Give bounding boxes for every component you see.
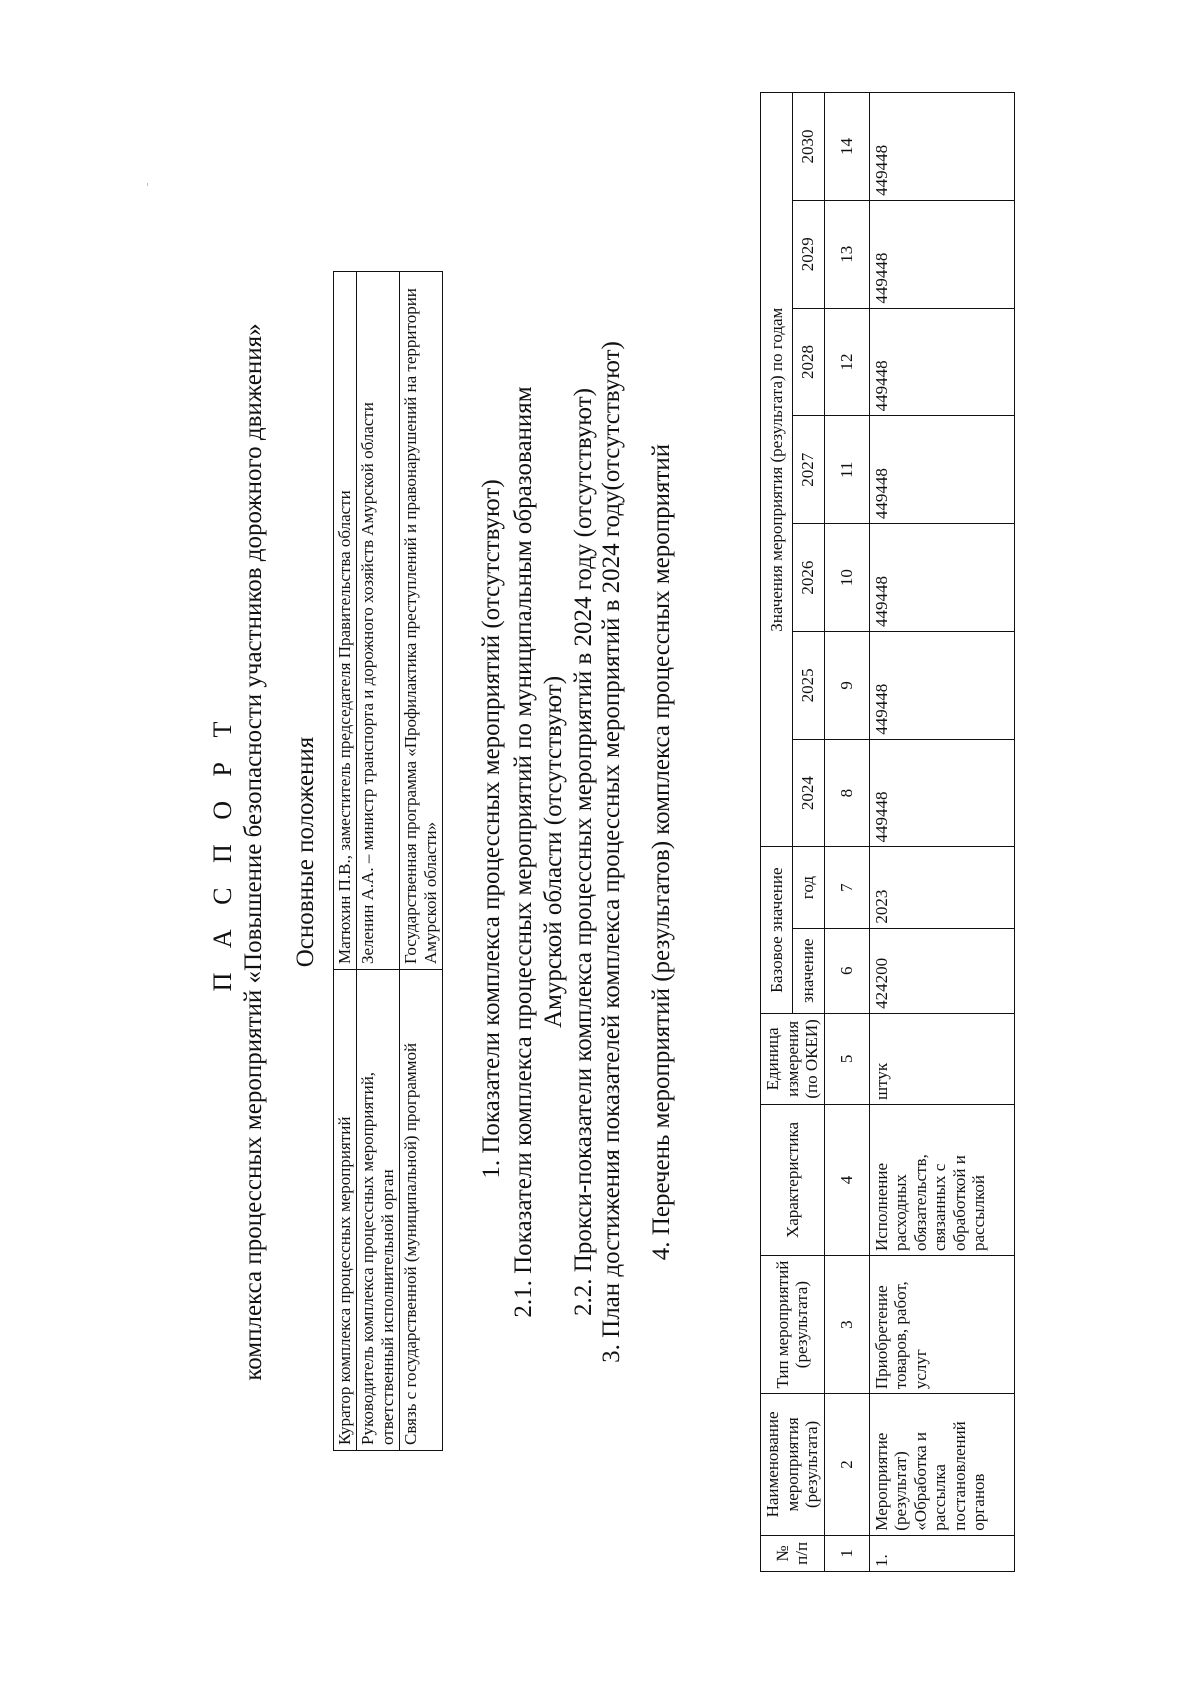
- cell-year-value: 449448: [869, 416, 1014, 524]
- cell-year-value: 449448: [869, 739, 1014, 847]
- section-2-1-cont: Амурской области (отсутствуют): [540, 675, 567, 1029]
- basics-label: Руководитель комплекса процессных мероприятий, ответственный исполнительной орган: [357, 970, 400, 1451]
- col-header-base-value: значение: [792, 928, 824, 1013]
- header-row: [761, 93, 793, 1572]
- column-number: 9: [824, 631, 869, 739]
- basics-row: [334, 272, 357, 1451]
- col-header-year: 2029: [792, 200, 824, 308]
- basics-heading: Основные положения: [292, 736, 319, 968]
- col-header-year: 2026: [792, 524, 824, 632]
- col-header-name: Наименование мероприятия (результата): [761, 1394, 825, 1536]
- col-header-year: 2025: [792, 631, 824, 739]
- col-header-characteristic: Характеристика: [761, 1104, 825, 1255]
- cell-no: 1.: [869, 1535, 1014, 1571]
- basics-label: Куратор комплекса процессных мероприятий: [334, 970, 357, 1451]
- basics-value: Матюхин П.В., заместитель председателя Правительства области: [334, 272, 357, 970]
- basics-row: [400, 272, 443, 1451]
- cell-year-value: 449448: [869, 524, 1014, 632]
- basics-label: Связь с государственной (муниципальной) программой: [400, 970, 443, 1451]
- cell-base-value: 424200: [869, 928, 1014, 1013]
- cell-year-value: 449448: [869, 631, 1014, 739]
- table-row: [869, 93, 1014, 1572]
- col-header-year: 2024: [792, 739, 824, 847]
- basics-table: [333, 271, 443, 1451]
- section-3: 3. План достижения показателей комплекса процессных мероприятий в 2024 году(отсутствуют): [598, 341, 625, 1363]
- col-header-unit: Единица измерения (по ОКЕИ): [761, 1013, 825, 1104]
- cell-year-value: 449448: [869, 93, 1014, 201]
- col-header-year: 2027: [792, 416, 824, 524]
- section-4: 4. Перечень мероприятий (результатов) комплекса процессных мероприятий: [648, 443, 675, 1261]
- section-2-1: 2.1. Показатели комплекса процессных мероприятий по муниципальным образованиям: [510, 386, 537, 1318]
- column-number: 10: [824, 524, 869, 632]
- col-header-year: 2030: [792, 93, 824, 201]
- col-header-base-year: год: [792, 847, 824, 928]
- column-number: 3: [824, 1256, 869, 1394]
- column-number: 11: [824, 416, 869, 524]
- col-header-base: Базовое значение: [761, 847, 793, 1013]
- column-number: 8: [824, 739, 869, 847]
- col-header-no: № п/п: [761, 1535, 825, 1571]
- measures-table: [760, 92, 1015, 1572]
- column-number: 13: [824, 200, 869, 308]
- cell-unit: штук: [869, 1013, 1014, 1104]
- cell-base-year: 2023: [869, 847, 1014, 928]
- col-header-by-years: Значения мероприятия (результата) по годам: [761, 93, 793, 847]
- basics-row: [357, 272, 400, 1451]
- column-number: 14: [824, 93, 869, 201]
- cell-type: Приобретение товаров, работ, услуг: [869, 1256, 1014, 1394]
- cell-year-value: 449448: [869, 200, 1014, 308]
- scan-artifact: [147, 183, 148, 186]
- cell-year-value: 449448: [869, 308, 1014, 416]
- basics-value: Государственная программа «Профилактика преступлений и правонарушений на территории Амурской области»: [400, 272, 443, 970]
- column-number-row: [824, 93, 869, 1572]
- basics-value: Зеленин А.А. – министр транспорта и дорожного хозяйств Амурской области: [357, 272, 400, 970]
- col-header-year: 2028: [792, 308, 824, 416]
- column-number: 4: [824, 1104, 869, 1255]
- column-number: 6: [824, 928, 869, 1013]
- column-number: 1: [824, 1535, 869, 1571]
- section-1: 1. Показатели комплекса процессных мероприятий (отсутствуют): [478, 479, 505, 1179]
- column-number: 12: [824, 308, 869, 416]
- column-number: 5: [824, 1013, 869, 1104]
- document-subtitle: комплекса процессных мероприятий «Повышение безопасности участников дорожного движения»: [240, 323, 267, 1381]
- column-number: 2: [824, 1394, 869, 1536]
- document-title: П А С П О Р Т: [208, 712, 237, 992]
- cell-name: Мероприятие (результат) «Обработка и рассылка постановлений органов: [869, 1394, 1014, 1536]
- section-2-2: 2.2. Прокси-показатели комплекса процессных мероприятий в 2024 году (отсутствуют): [570, 388, 597, 1316]
- cell-characteristic: Исполнение расходных обязательств, связанных с обработкой и рассылкой: [869, 1104, 1014, 1255]
- column-number: 7: [824, 847, 869, 928]
- col-header-type: Тип мероприятий (результата): [761, 1256, 825, 1394]
